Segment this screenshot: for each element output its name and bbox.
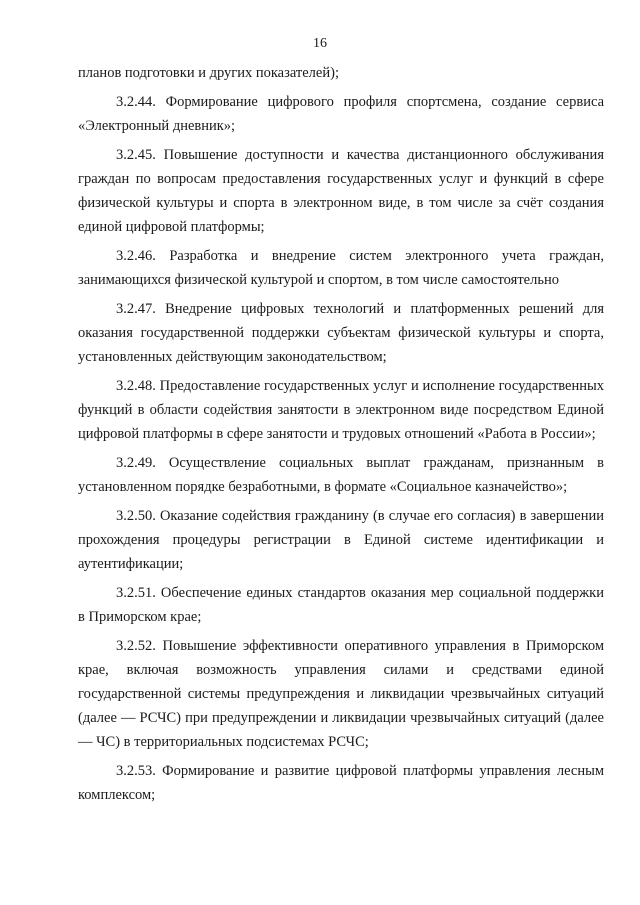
paragraph-3-2-52: 3.2.52. Повышение эффективности оперативного управления в Приморском крае, включая возможность управления силами и средствами единой государственной системы предупреждения и ликвидации чрезвычайных ситуаций (далее — РСЧС) при предупреждении и ликвидации чрезвычайных ситуаций (далее — ЧС) в территориальных подсистемах РСЧС; (78, 638, 604, 750)
document-body (78, 61, 604, 812)
page-number: 16 (313, 36, 327, 51)
paragraph-3-2-53: 3.2.53. Формирование и развитие цифровой платформы управления лесным комплексом; (78, 763, 604, 803)
paragraph-3-2-49: 3.2.49. Осуществление социальных выплат гражданам, признанным в установленном порядке безработными, в формате «Социальное казначейство»; (78, 455, 604, 495)
paragraph-3-2-44: 3.2.44. Формирование цифрового профиля спортсмена, создание сервиса «Электронный дневник»; (78, 94, 604, 134)
paragraph-3-2-50: 3.2.50. Оказание содействия гражданину (в случае его согласия) в завершении прохождения процедуры регистрации в Единой системе идентификации и аутентификации; (78, 508, 604, 572)
paragraph-3-2-48: 3.2.48. Предоставление государственных услуг и исполнение государственных функций в области содействия занятости в электронном виде посредством Единой цифровой платформы в сфере занятости и трудовых отношений «Работа в России»; (78, 378, 604, 442)
paragraph-3-2-51: 3.2.51. Обеспечение единых стандартов оказания мер социальной поддержки в Приморском крае; (78, 585, 604, 625)
paragraph-3-2-46: 3.2.46. Разработка и внедрение систем электронного учета граждан, занимающихся физической культурой и спортом, в том числе самостоятельно (78, 248, 604, 288)
paragraph-continuation: планов подготовки и других показателей); (78, 65, 339, 81)
paragraph-3-2-47: 3.2.47. Внедрение цифровых технологий и платформенных решений для оказания государственной поддержки субъектам физической культуры и спорта, установленных действующим законодательством; (78, 301, 604, 365)
paragraph-3-2-45: 3.2.45. Повышение доступности и качества дистанционного обслуживания граждан по вопросам предоставления государственных услуг и функций в сфере физической культуры и спорта в электронном виде, в том числе за счёт создания единой цифровой платформы; (78, 147, 604, 235)
